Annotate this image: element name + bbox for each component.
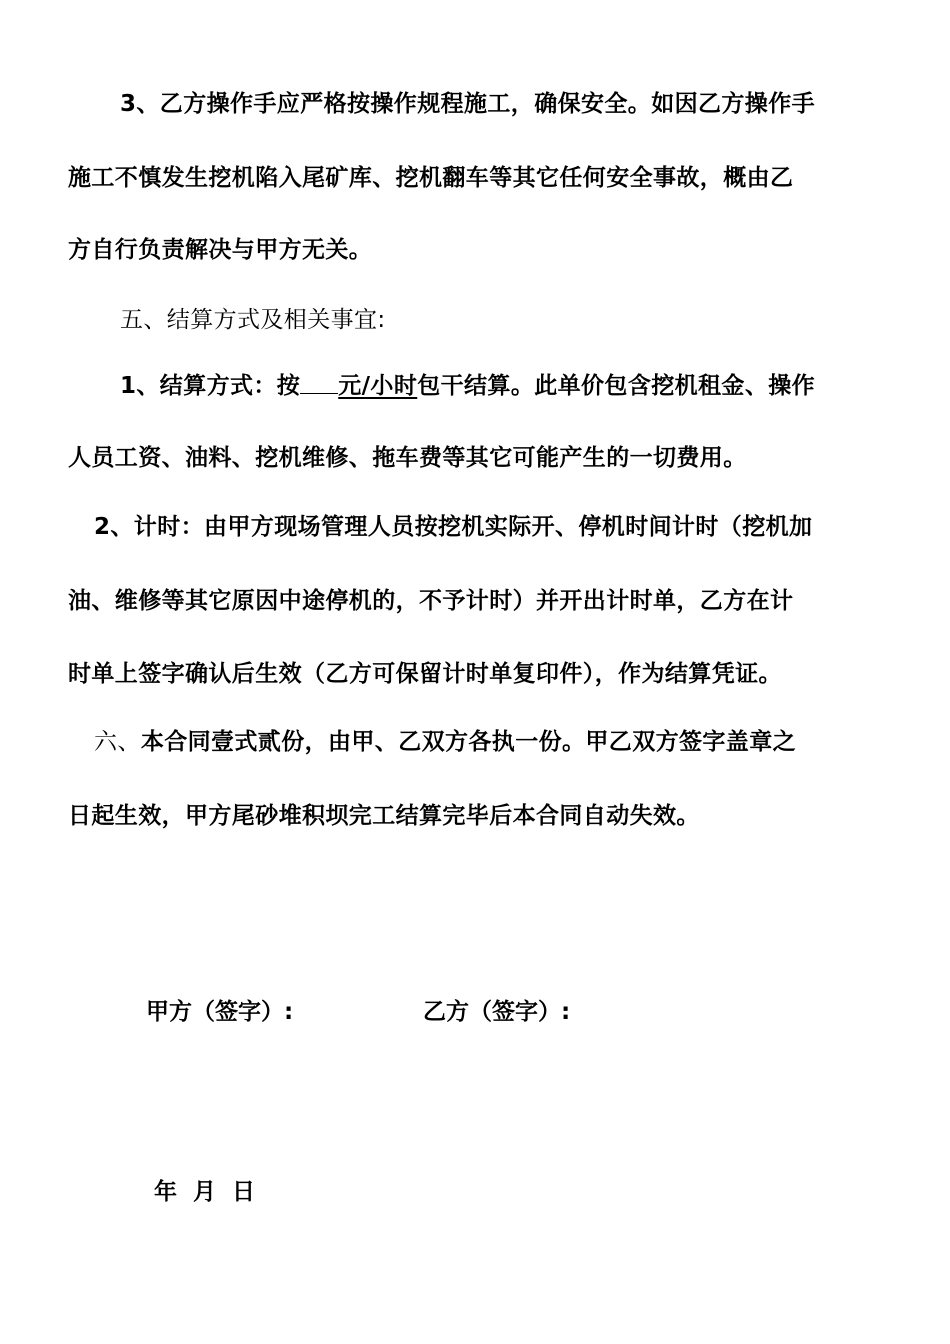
clause-5-1-line-2: 人员工资、油料、挖机维修、拖车费等其它可能产生的一切费用。	[68, 445, 747, 471]
price-blank	[300, 369, 338, 394]
section-6-line-1	[68, 726, 882, 758]
section-5-heading: 五、结算方式及相关事宜:	[120, 307, 386, 333]
clause-3-line-1: 3、乙方操作手应严格按操作规程施工，确保安全。如因乙方操作手	[120, 91, 816, 117]
signing-date: 年 月 日	[154, 1179, 256, 1205]
clause-5-2-line-3: 时单上签字确认后生效（乙方可保留计时单复印件），作为结算凭证。	[68, 661, 782, 687]
section-6-text: 本合同壹式贰份，由甲、乙双方各执一份。甲乙双方签字盖章之	[140, 729, 797, 755]
clause-5-1-line-1	[68, 369, 882, 402]
party-a-signature-label: 甲方（签字）:	[146, 999, 294, 1025]
clause-3-line-2: 施工不慎发生挖机陷入尾矿库、挖机翻车等其它任何安全事故，概由乙	[68, 165, 794, 191]
clause-5-1-rest: 包干结算。此单价包含挖机租金、操作	[417, 373, 816, 399]
price-unit: 元/小时	[338, 373, 418, 399]
clause-5-2-line-1: 2、计时：由甲方现场管理人员按挖机实际开、停机时间计时（挖机加	[94, 514, 813, 540]
clause-3-line-3: 方自行负责解决与甲方无关。	[68, 237, 373, 263]
section-6-number: 六、	[94, 729, 141, 755]
clause-5-1-prefix: 1、结算方式：按	[120, 373, 301, 399]
section-6-line-2: 日起生效，甲方尾砂堆积坝完工结算完毕后本合同自动失效。	[68, 803, 700, 829]
party-b-signature-label: 乙方（签字）:	[423, 999, 571, 1025]
clause-5-2-line-2: 油、维修等其它原因中途停机的，不予计时）并开出计时单，乙方在计	[68, 588, 794, 614]
